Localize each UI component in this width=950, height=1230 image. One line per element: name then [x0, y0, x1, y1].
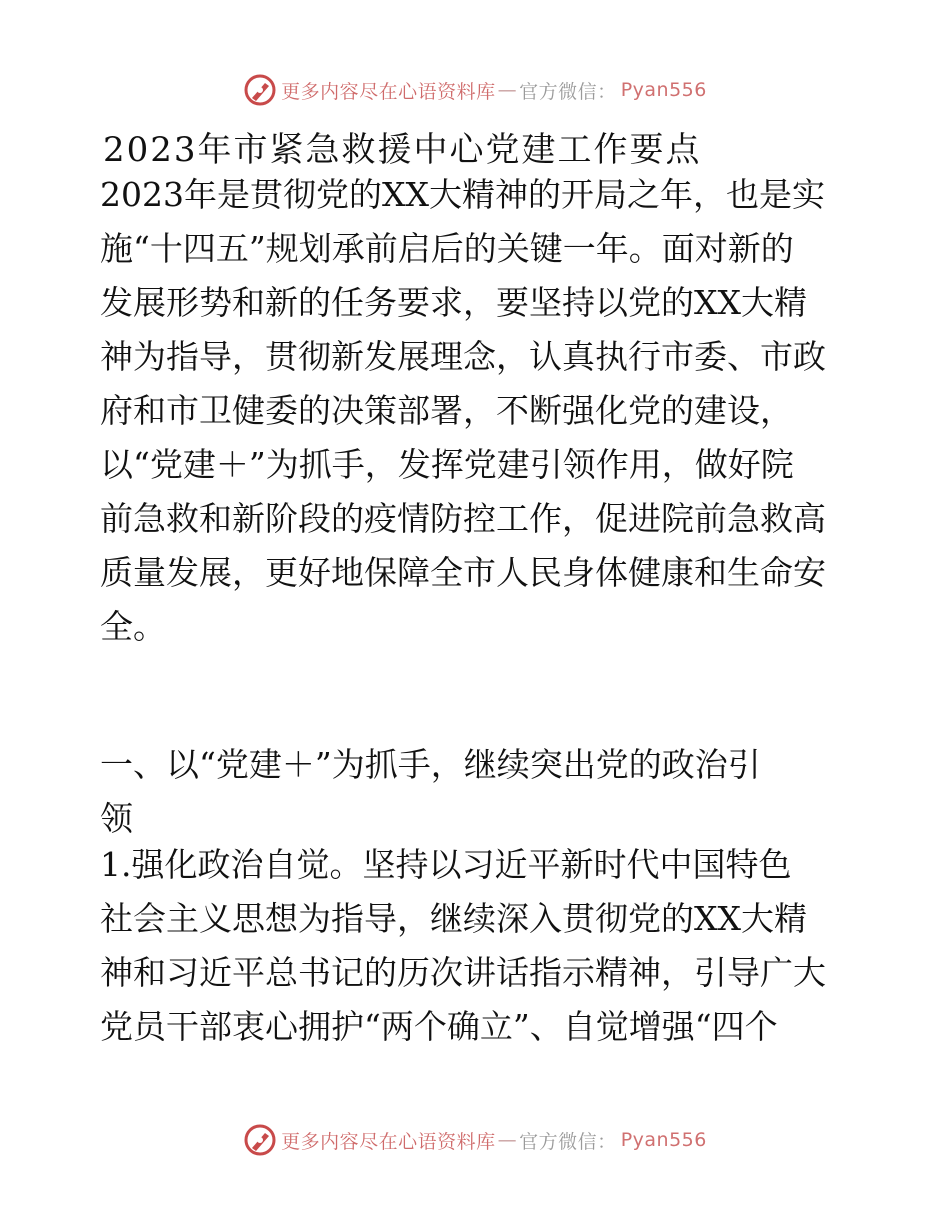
paragraph-line: 以“党建＋”为抓手，发挥党建引领作用，做好院 [100, 445, 794, 484]
paragraph-line: 发展形势和新的任务要求，要坚持以党的XX大精 [100, 283, 807, 322]
document-title: 2023年市紧急救援中心党建工作要点 [103, 130, 702, 170]
paragraph-line: 社会主义思想为指导，继续深入贯彻党的XX大精 [100, 899, 807, 938]
paragraph-line: 神和习近平总书记的历次讲话指示精神，引导广大 [100, 953, 826, 992]
banner-wechat-id: Pyan556 [620, 79, 707, 101]
section-heading-1 [100, 738, 860, 846]
heading-line: 一、以“党建＋”为抓手，继续突出党的政治引 [100, 745, 761, 784]
banner-wechat-id: Pyan556 [620, 1129, 707, 1151]
banner-wechat-label: 官方微信： [519, 1130, 617, 1153]
banner-wechat-label: 官方微信： [519, 80, 617, 103]
header-banner [0, 70, 950, 110]
heading-line: 领 [100, 799, 133, 838]
paragraph-line: 神为指导，贯彻新发展理念，认真执行市委、市政 [100, 337, 826, 376]
banner-separator: — [497, 79, 518, 101]
paragraph-line: 府和市卫健委的决策部署，不断强化党的建设， [100, 391, 793, 430]
pen-logo-icon [243, 1123, 277, 1157]
banner-separator: — [497, 1129, 518, 1151]
footer-banner [0, 1120, 950, 1160]
banner-prefix: 更多内容尽在心语资料库 [281, 1130, 496, 1153]
paragraph-line: 施“十四五”规划承前启后的关键一年。面对新的 [100, 229, 794, 268]
paragraph-line: 党员干部衷心拥护“两个确立”、自觉增强“四个 [100, 1007, 778, 1046]
intro-paragraph [100, 168, 860, 654]
banner-prefix: 更多内容尽在心语资料库 [281, 80, 496, 103]
item-1-paragraph [100, 838, 860, 1054]
paragraph-line: 质量发展，更好地保障全市人民身体健康和生命安 [100, 553, 826, 592]
paragraph-line: 前急救和新阶段的疫情防控工作，促进院前急救高 [100, 499, 826, 538]
paragraph-line: 全。 [100, 607, 166, 646]
paragraph-line: 2023年是贯彻党的XX大精神的开局之年，也是实 [100, 175, 825, 214]
paragraph-line: 1.强化政治自觉。坚持以习近平新时代中国特色 [100, 845, 792, 884]
pen-logo-icon [243, 73, 277, 107]
